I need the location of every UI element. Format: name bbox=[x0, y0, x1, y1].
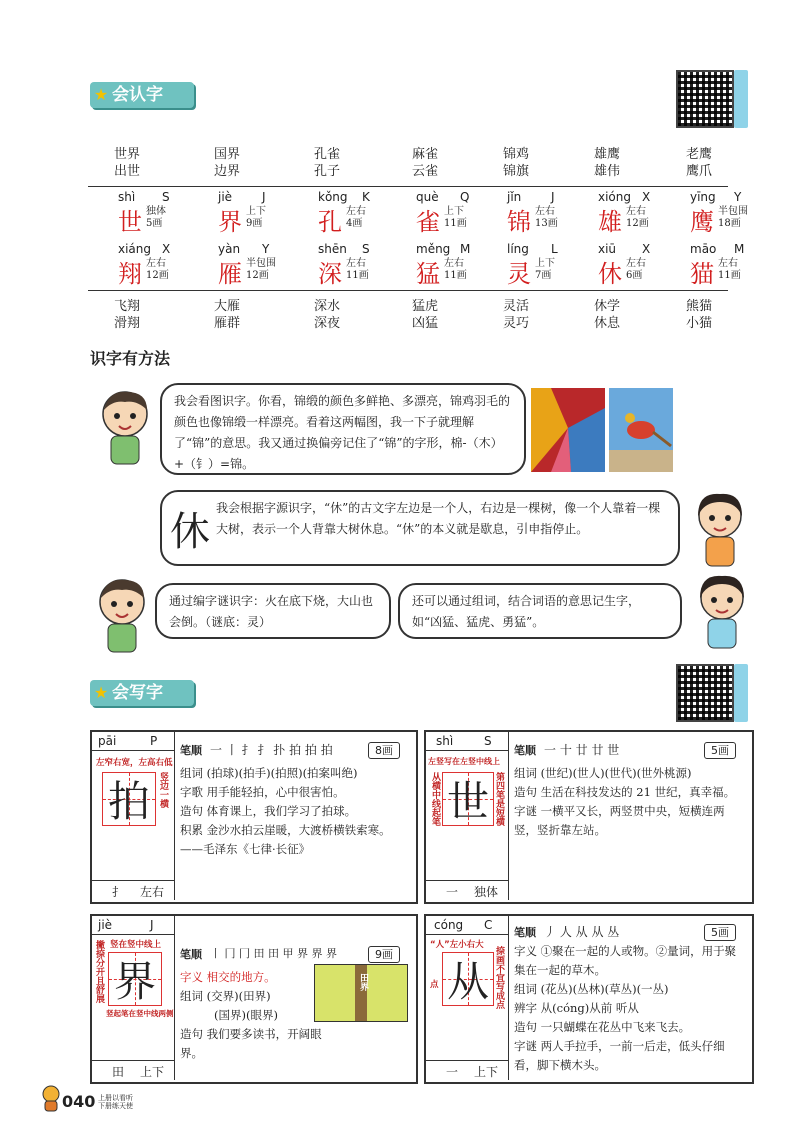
char-initial: M bbox=[734, 242, 745, 256]
girl-avatar-2 bbox=[692, 572, 752, 652]
qr-tab bbox=[734, 70, 748, 128]
picture-label: 田界 bbox=[358, 973, 368, 991]
word-pair bbox=[686, 298, 712, 332]
char-pinyin: líng bbox=[507, 242, 529, 256]
section-banner-recognize: ★ 会认字 bbox=[90, 82, 194, 108]
word-item: 休息 bbox=[594, 316, 621, 331]
word-item: 边界 bbox=[214, 164, 241, 179]
radical: 田 bbox=[112, 1065, 125, 1079]
word-pair bbox=[314, 146, 340, 180]
boy-avatar bbox=[95, 388, 157, 468]
structure: 上下 bbox=[474, 1065, 499, 1079]
strokes-label: 笔顺 bbox=[180, 948, 202, 961]
char-text: 灵 bbox=[507, 260, 531, 288]
writing-tip: 左竖写在左竖中线上 bbox=[428, 757, 500, 766]
char-strokes: 9画 bbox=[246, 218, 263, 229]
char-glyph bbox=[507, 254, 531, 289]
footer-subtitle: 上册以看听 下册练天使 bbox=[98, 1094, 133, 1110]
strokes-label: 笔顺 bbox=[180, 744, 202, 757]
word-item: 大雁 bbox=[214, 299, 241, 314]
writing-tip-left: 点 bbox=[430, 980, 439, 990]
char-initial: X bbox=[642, 242, 651, 256]
char-text: 鹰 bbox=[690, 208, 714, 236]
card-text: 字义 相交的地方。 组词 (交界)(田界) (国界)(眼界) 造句 我们要多读书，开阔眼界。 bbox=[180, 970, 322, 1060]
char-glyph bbox=[598, 254, 622, 289]
word-item: 滑翔 bbox=[114, 316, 141, 331]
char-pinyin: yīng bbox=[690, 190, 716, 204]
qr-tab bbox=[734, 664, 748, 722]
word-pair bbox=[412, 146, 438, 180]
writing-tip-left: 从横中线起笔 bbox=[430, 772, 440, 826]
char-structure: 上下 bbox=[444, 206, 464, 217]
char-initial: Y bbox=[262, 242, 270, 256]
practice-grid bbox=[442, 952, 494, 1006]
char-strokes: 11画 bbox=[444, 270, 467, 281]
practice-char: 从 bbox=[446, 957, 489, 1006]
word-item: 麻雀 bbox=[412, 147, 439, 162]
char-text: 雄 bbox=[598, 208, 622, 236]
char-glyph bbox=[318, 202, 342, 237]
char-text: 世 bbox=[118, 208, 142, 236]
field-boundary-image bbox=[314, 964, 408, 1022]
char-text: 雁 bbox=[218, 260, 242, 288]
word-item: 老鹰 bbox=[686, 147, 713, 162]
ancient-glyph-xiu: 休 bbox=[170, 509, 210, 555]
word-pair bbox=[503, 146, 529, 180]
char-structure: 半包围 bbox=[718, 206, 748, 217]
pinyin: cóng bbox=[434, 918, 464, 932]
char-structure: 左右 bbox=[346, 206, 366, 217]
char-structure: 左右 bbox=[444, 258, 464, 269]
radical: 一 bbox=[446, 885, 459, 899]
word-item: 灵活 bbox=[503, 299, 530, 314]
practice-grid bbox=[442, 772, 494, 826]
word-pair bbox=[503, 298, 529, 332]
pinyin: pāi bbox=[98, 734, 117, 748]
strokes-label: 笔顺 bbox=[514, 926, 536, 939]
card-text: 组词 (拍球)(拍手)(拍照)(拍案叫绝) 字歌 用手能轻拍，心中很害怕。 造句 体育课上，我们学习了拍球。 积累 金沙水拍云崖暖，大渡桥横铁索寒。——毛泽东《七律·长征》 bbox=[180, 766, 391, 856]
qr-code-icon[interactable] bbox=[676, 664, 734, 722]
char-initial: K bbox=[362, 190, 370, 204]
speech-bubble-compound: 还可以通过组词，结合词语的意思记生字，如“凶猛、猛虎、勇猛”。 bbox=[398, 583, 682, 639]
star-icon: ★ bbox=[93, 683, 109, 702]
word-pair bbox=[214, 146, 240, 180]
char-strokes: 5画 bbox=[146, 218, 163, 229]
char-initial: Y bbox=[734, 190, 742, 204]
word-item: 云雀 bbox=[412, 164, 439, 179]
section-banner-write: ★ 会写字 bbox=[90, 680, 194, 706]
char-pinyin: què bbox=[416, 190, 439, 204]
card-text: 组词 (世纪)(世人)(世代)(世外桃源) 造句 生活在科技发达的 21 世纪，真幸福。 字谜 一横平又长，两竖贯中央，短横连两竖，竖折靠左站。 bbox=[514, 766, 736, 837]
method-title: 识字有方法 bbox=[90, 349, 171, 368]
strokes-label: 笔顺 bbox=[514, 744, 536, 757]
word-item: 鹰爪 bbox=[686, 164, 713, 179]
initial-letter: C bbox=[484, 918, 493, 932]
stroke-order: 丿 人 从 从 丛 bbox=[544, 925, 620, 939]
stroke-order: 一 丨 扌 扌 扑 拍 拍 拍 bbox=[210, 743, 333, 757]
char-text: 孔 bbox=[318, 208, 342, 236]
char-structure: 左右 bbox=[146, 258, 166, 269]
char-glyph bbox=[507, 202, 531, 237]
char-initial: Q bbox=[460, 190, 470, 204]
word-item: 雄伟 bbox=[594, 164, 621, 179]
char-text: 猛 bbox=[416, 260, 440, 288]
char-strokes: 12画 bbox=[626, 218, 649, 229]
writing-card-cong bbox=[424, 914, 754, 1084]
char-pinyin: kǒng bbox=[318, 190, 348, 204]
stroke-order: 丨 冂 冂 田 田 甲 界 界 界 bbox=[210, 947, 337, 960]
radical: 扌 bbox=[112, 885, 125, 899]
char-structure: 左右 bbox=[718, 258, 738, 269]
char-strokes: 6画 bbox=[626, 270, 643, 281]
char-initial: X bbox=[642, 190, 651, 204]
word-pair bbox=[594, 298, 620, 332]
char-strokes: 11画 bbox=[346, 270, 369, 281]
char-pinyin: shì bbox=[118, 190, 136, 204]
word-pair bbox=[114, 298, 140, 332]
word-pair bbox=[686, 146, 712, 180]
char-pinyin: yàn bbox=[218, 242, 241, 256]
word-item: 锦旗 bbox=[503, 164, 530, 179]
speech-bubble-riddle: 通过编字谜识字：火在底下烧，大山也会倒。（谜底：灵） bbox=[155, 583, 391, 639]
practice-char: 世 bbox=[446, 777, 489, 826]
initial-letter: S bbox=[484, 734, 492, 748]
char-pinyin: jiè bbox=[218, 190, 233, 204]
word-item: 锦鸡 bbox=[503, 147, 530, 162]
char-text: 界 bbox=[218, 208, 242, 236]
writing-card-shi bbox=[424, 730, 754, 904]
char-strokes: 12画 bbox=[246, 270, 269, 281]
speech-bubble-look-pictures: 我会看图识字。你看，锦缎的颜色多鲜艳、多漂亮，锦鸡羽毛的颜色也像锦缎一样漂亮。看着这两幅图，我一下子就理解了“锦”的意思。我又通过换偏旁记住了“锦”的字形，棉-（木）+（钅）=锦。 bbox=[160, 383, 526, 475]
stroke-count: 5画 bbox=[704, 742, 736, 759]
stroke-count: 5画 bbox=[704, 924, 736, 941]
divider bbox=[88, 290, 728, 291]
page-number: 040 bbox=[62, 1092, 96, 1111]
writing-tip-left: 撇捺分开且舒展 bbox=[94, 940, 104, 1003]
char-structure: 上下 bbox=[535, 258, 555, 269]
char-strokes: 12画 bbox=[146, 270, 169, 281]
word-pair bbox=[594, 146, 620, 180]
char-initial: J bbox=[262, 190, 266, 204]
word-item: 凶猛 bbox=[412, 316, 439, 331]
char-text: 深 bbox=[318, 260, 342, 288]
char-pinyin: jǐn bbox=[507, 190, 522, 204]
divider bbox=[88, 186, 728, 187]
stroke-count: 9画 bbox=[368, 946, 400, 963]
char-structure: 左右 bbox=[535, 206, 555, 217]
char-strokes: 18画 bbox=[718, 218, 741, 229]
char-strokes: 7画 bbox=[535, 270, 552, 281]
structure: 左右 bbox=[140, 885, 165, 899]
char-structure: 左右 bbox=[626, 258, 646, 269]
boy-avatar-2 bbox=[92, 576, 154, 656]
practice-grid bbox=[108, 952, 162, 1006]
char-text: 猫 bbox=[690, 260, 714, 288]
word-item: 飞翔 bbox=[114, 299, 141, 314]
char-pinyin: māo bbox=[690, 242, 717, 256]
char-glyph bbox=[690, 254, 714, 289]
char-pinyin: xiáng bbox=[118, 242, 152, 256]
word-item: 孔雀 bbox=[314, 147, 341, 162]
word-item: 熊猫 bbox=[686, 299, 713, 314]
qr-code-icon[interactable] bbox=[676, 70, 734, 128]
char-glyph bbox=[218, 254, 242, 289]
word-item: 小猫 bbox=[686, 316, 713, 331]
word-pair bbox=[412, 298, 438, 332]
writing-tip: 左窄右宽，左高右低 bbox=[96, 758, 173, 768]
word-item: 雄鹰 bbox=[594, 147, 621, 162]
word-item: 孔子 bbox=[314, 164, 341, 179]
golden-pheasant-image bbox=[609, 388, 673, 472]
char-strokes: 4画 bbox=[346, 218, 363, 229]
writing-card-pai bbox=[90, 730, 418, 904]
char-strokes: 11画 bbox=[718, 270, 741, 281]
card-text: 字义 ①聚在一起的人或物。②量词，用于聚集在一起的草木。 组词 (花丛)(丛林)(草丛)(一丛) 辨字 从(cóng)从前 听从 造句 一只蝴蝶在花丛中飞来飞去。 字谜 两人手拉手，一前一后走，低头仔细看，脚下横木头。 bbox=[514, 944, 737, 1072]
char-pinyin: xiū bbox=[598, 242, 617, 256]
char-glyph bbox=[416, 202, 440, 237]
char-text: 翔 bbox=[118, 260, 142, 288]
practice-char: 界 bbox=[113, 957, 156, 1006]
writing-tip: 竖在竖中线上 bbox=[110, 940, 162, 950]
char-structure: 半包围 bbox=[246, 258, 276, 269]
char-text: 锦 bbox=[507, 208, 531, 236]
char-text: 休 bbox=[598, 260, 622, 288]
char-structure: 左右 bbox=[626, 206, 646, 217]
char-initial: L bbox=[551, 242, 558, 256]
word-pair bbox=[314, 298, 340, 332]
char-glyph bbox=[118, 202, 142, 237]
writing-tip-right: 捺画不宜写成点 bbox=[494, 946, 504, 1009]
practice-grid bbox=[102, 772, 156, 826]
char-structure: 上下 bbox=[246, 206, 266, 217]
initial-letter: P bbox=[150, 734, 158, 748]
char-text: 雀 bbox=[416, 208, 440, 236]
char-initial: M bbox=[460, 242, 471, 256]
word-item: 灵巧 bbox=[503, 316, 530, 331]
char-initial: X bbox=[162, 242, 171, 256]
word-pair bbox=[114, 146, 140, 180]
radical: 一 bbox=[446, 1065, 459, 1079]
word-item: 休学 bbox=[594, 299, 621, 314]
char-structure: 左右 bbox=[346, 258, 366, 269]
char-glyph bbox=[218, 202, 242, 237]
word-item: 出世 bbox=[114, 164, 141, 179]
speech-bubble-etymology: 我会根据字源识字，“休”的古文字左边是一个人，右边是一棵树，像一个人靠着一棵大树，表示一个人背靠大树休息。“休”的本义就是歇息，引申指停止。 bbox=[160, 490, 680, 566]
mascot-icon bbox=[40, 1084, 62, 1112]
structure: 上下 bbox=[140, 1065, 165, 1079]
char-structure: 独体 bbox=[146, 206, 166, 217]
char-glyph bbox=[598, 202, 622, 237]
word-item: 雁群 bbox=[214, 316, 241, 331]
star-icon: ★ bbox=[93, 85, 109, 104]
pinyin: jiè bbox=[98, 918, 113, 932]
stroke-count: 8画 bbox=[368, 742, 400, 759]
char-pinyin: xióng bbox=[598, 190, 631, 204]
brocade-image bbox=[531, 388, 605, 472]
pinyin: shì bbox=[436, 734, 454, 748]
writing-card-jie bbox=[90, 914, 418, 1084]
char-glyph bbox=[318, 254, 342, 289]
girl-avatar bbox=[690, 490, 750, 570]
char-initial: J bbox=[551, 190, 555, 204]
char-glyph bbox=[118, 254, 142, 289]
word-item: 国界 bbox=[214, 147, 241, 162]
writing-tip-right: 第四笔是短横 bbox=[494, 772, 504, 826]
char-glyph bbox=[416, 254, 440, 289]
word-pair bbox=[214, 298, 240, 332]
char-pinyin: shēn bbox=[318, 242, 347, 256]
char-strokes: 11画 bbox=[444, 218, 467, 229]
word-item: 深夜 bbox=[314, 316, 341, 331]
char-initial: S bbox=[362, 242, 370, 256]
word-item: 深水 bbox=[314, 299, 341, 314]
char-strokes: 13画 bbox=[535, 218, 558, 229]
char-initial: S bbox=[162, 190, 170, 204]
writing-tip: “人”左小右大 bbox=[430, 940, 484, 950]
writing-tip-bottom: 竖起笔在竖中线两侧 bbox=[106, 1009, 174, 1018]
stroke-order: 一 十 廿 廿 世 bbox=[544, 743, 620, 757]
initial-letter: J bbox=[150, 918, 154, 932]
practice-char: 拍 bbox=[107, 777, 150, 826]
writing-tip-side: 竖边一横 bbox=[158, 772, 168, 808]
structure: 独体 bbox=[474, 885, 499, 899]
word-item: 世界 bbox=[114, 147, 141, 162]
char-glyph bbox=[690, 202, 714, 237]
word-item: 猛虎 bbox=[412, 299, 439, 314]
char-pinyin: měng bbox=[416, 242, 451, 256]
